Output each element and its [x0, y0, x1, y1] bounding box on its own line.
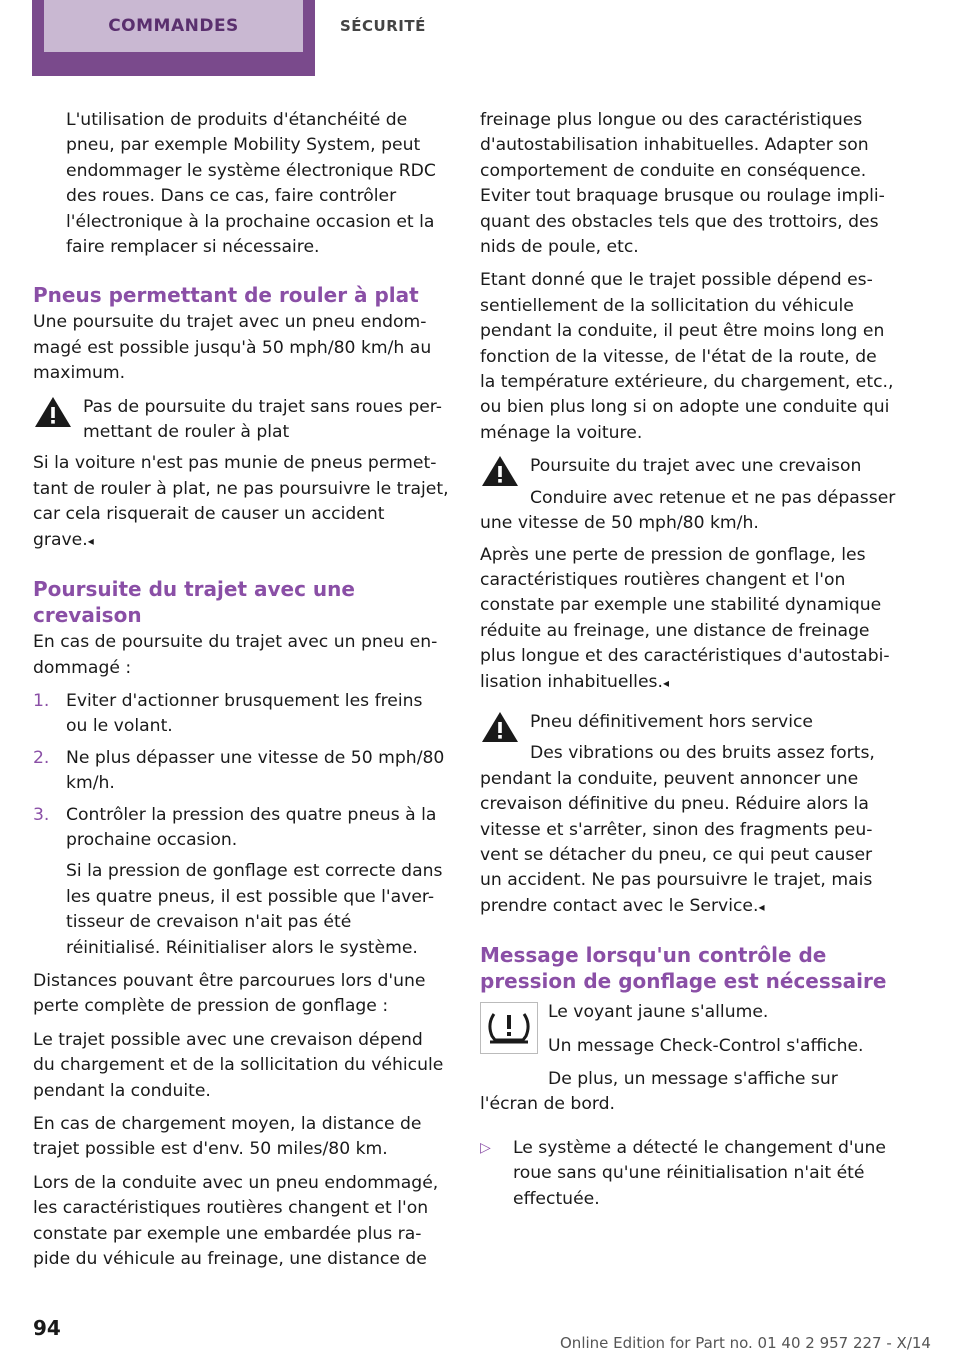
end-mark: ◂: [662, 675, 669, 690]
list-item: [33, 689, 449, 740]
continued-paragraph-1: freinage plus longue ou des caractéristiques d'autostabilisation inhabituelles. Adapter son comportement de conduite en conséquence. Eviter tout braquage brusque ou roulage impli-quant des obstacles tels que des trottoirs, des nids de poule, etc.: [480, 110, 885, 258]
step-number: 3.: [33, 804, 50, 825]
warning-crevaison: [480, 454, 896, 536]
info-line: De plus, un message s'affiche sur l'écran de bord.: [480, 1069, 838, 1115]
header-tabs: [0, 0, 960, 78]
warning-hors-service: [480, 710, 896, 920]
heading-message: Message lorsqu'un contrôle de pression de gonflage est nécessaire: [480, 943, 887, 994]
warning-triangle-icon: [480, 710, 520, 744]
page-number: 94: [33, 1316, 61, 1340]
list-item: [480, 1136, 896, 1212]
tab-securite[interactable]: SÉCURITÉ: [340, 17, 426, 35]
intro-paragraph: L'utilisation de produits d'étanchéité de pneu, par exemple Mobility System, peut endommager le système électronique RDC des roues. Dans ce cas, faire contrôler l'électronique à la prochaine occasion et la faire remplacer si nécessaire.: [66, 110, 436, 258]
continued-paragraph-3: Après une perte de pression de gonflage, les caractéristiques routières changent et l'on constate par exemple une stabilité dynamique réduite au freinage, une distance de freinage plus longue et des caractéristiques d'autostabi-lisation inhabituelles.: [480, 544, 890, 692]
warning-title: Pneu définitivement hors service: [530, 711, 813, 732]
heading-runflat: Pneus permettant de rouler à plat: [33, 283, 419, 308]
step-text: Ne plus dépasser une vitesse de 50 mph/80 km/h.: [66, 747, 445, 794]
warning-body: Des vibrations ou des bruits assez forts, pendant la conduite, peuvent annoncer une crevaison définitive du pneu. Réduire alors la vitesse et s'arrêter, sinon des fragments peu-vent se détacher du pneu, ce qui peut causer un accident. Ne pas poursuivre le trajet, mais prendre contact avec le Service.: [480, 743, 875, 916]
list-item: [33, 746, 449, 797]
warning-runflat: [33, 395, 449, 554]
tab-commandes[interactable]: [32, 0, 315, 76]
left-column: [33, 108, 449, 1280]
distance-paragraph-2: Le trajet possible avec une crevaison dépend du chargement et de la sollicitation du véhicule pendant la conduite.: [33, 1029, 444, 1101]
distance-paragraph-3: En cas de chargement moyen, la distance de trajet possible est d'env. 50 miles/80 km.: [33, 1114, 422, 1160]
info-line: Le voyant jaune s'allume.: [548, 1002, 769, 1023]
tab-commandes-label: COMMANDES: [44, 0, 303, 52]
tire-pressure-warning-icon: [480, 1002, 538, 1054]
step3-subtext: Si la pression de gonflage est correcte dans les quatre pneus, il est possible que l'aver-tisseur de crevaison n'ait pas été réinitialisé. Réinitialiser alors le système.: [66, 861, 443, 958]
tire-pressure-message-block: [480, 1000, 896, 1118]
end-mark: ◂: [758, 899, 765, 914]
step-text: Eviter d'actionner brusquement les freins ou le volant.: [66, 690, 423, 737]
triangle-bullet-icon: ▷: [480, 1139, 491, 1156]
footer-edition: Online Edition for Part no. 01 40 2 957 227 - X/14: [560, 1334, 931, 1352]
crevaison-paragraph: En cas de poursuite du trajet avec un pneu en-dommagé :: [33, 632, 438, 678]
step-number: 1.: [33, 690, 50, 711]
list-item-text: Le système a détecté le changement d'une roue sans qu'une réinitialisation n'ait été effectuée.: [513, 1137, 886, 1209]
runflat-paragraph: Une poursuite du trajet avec un pneu endom-magé est possible jusqu'à 50 mph/80 km/h au maximum.: [33, 312, 432, 384]
step-text: Contrôler la pression des quatre pneus à la prochaine occasion.: [66, 804, 437, 850]
warning-triangle-icon: [33, 395, 73, 429]
steps-list: [33, 689, 449, 853]
list-item: [33, 803, 449, 854]
warning-triangle-icon: [480, 454, 520, 488]
continued-paragraph-2: Etant donné que le trajet possible dépend es-sentiellement de la sollicitation du véhicule pendant la conduite, il peut être moins long en fonction de la vitesse, de l'état de la route, de la température extérieure, du chargement, etc., ou bien plus long si on adopte une conduite qui ménage la voiture.: [480, 270, 894, 443]
warning-title: Pas de poursuite du trajet sans roues per-mettant de rouler à plat: [83, 396, 442, 443]
warning-body: Conduire avec retenue et ne pas dépasser une vitesse de 50 mph/80 km/h.: [480, 487, 896, 534]
info-line: Un message Check-Control s'affiche.: [548, 1035, 864, 1056]
distance-paragraph-4: Lors de la conduite avec un pneu endommagé, les caractéristiques routières changent et l'on constate par exemple une embardée plus ra-pide du véhicule au freinage, une distance de: [33, 1172, 439, 1270]
distance-paragraph-1: Distances pouvant être parcourues lors d'une perte complète de pression de gonflage :: [33, 970, 426, 1017]
warning-title: Poursuite du trajet avec une crevaison: [530, 456, 862, 477]
step-number: 2.: [33, 747, 50, 768]
right-column: [480, 108, 896, 1212]
warning-body: Si la voiture n'est pas munie de pneus permet-tant de rouler à plat, ne pas poursuivre le trajet, car cela risquerait de causer un accident grave.: [33, 453, 449, 550]
end-mark: ◂: [87, 533, 94, 548]
heading-crevaison: Poursuite du trajet avec une crevaison: [33, 577, 355, 628]
